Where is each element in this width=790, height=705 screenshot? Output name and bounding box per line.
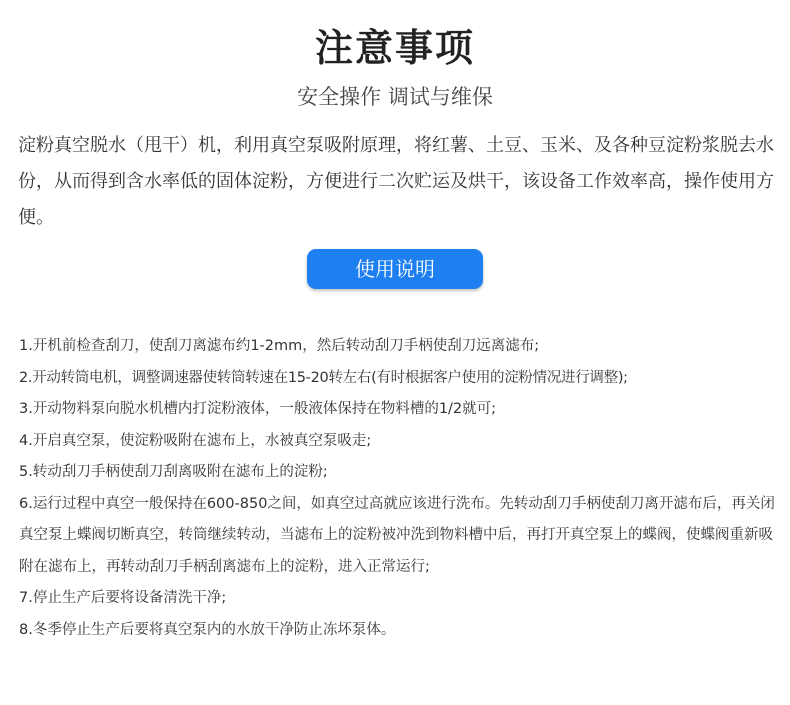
- step-item: 8.冬季停止生产后要将真空泵内的水放干净防止冻坏泵体。: [19, 621, 396, 638]
- step-item: 5.转动刮刀手柄使刮刀刮离吸附在滤布上的淀粉;: [19, 464, 328, 480]
- step-item: 3.开动物料泵向脱水机槽内打淀粉液体，一般液体保持在物料槽的1/2就可;: [19, 401, 497, 417]
- page-subtitle: 安全操作 调试与维保: [297, 85, 493, 109]
- step-item: 2.开动转筒电机，调整调速器使转筒转速在15-20转左右(有时根据客户使用的淀粉情况进行调整);: [19, 369, 628, 386]
- step-item: 6.运行过程中真空一般保持在600-850之间，如真空过高就应该进行洗布。先转动刮刀手柄使刮刀离开滤布后，再关闭真空泵上蝶阀切断真空，转筒继续转动，当滤布上的淀粉被冲洗到物料槽中后，再打开真空泵上的蝶阀，使蝶阀重新吸附在滤布上，再转动刮刀手柄刮离滤布上的淀粉，进入正常运行;: [19, 495, 775, 575]
- step-item: 1.开机前检查刮刀，使刮刀离滤布约1-2mm，然后转动刮刀手柄使刮刀远离滤布;: [19, 338, 540, 354]
- page-title: 注意事项: [314, 26, 475, 70]
- steps-list: [19, 331, 787, 646]
- step-item: 4.开启真空泵，使淀粉吸附在滤布上，水被真空泵吸走;: [19, 432, 372, 449]
- step-item: 7.停止生产后要将设备清洗干净;: [19, 590, 227, 606]
- instructions-button[interactable]: 使用说明: [307, 249, 483, 289]
- intro-paragraph: 淀粉真空脱水（甩干）机，利用真空泵吸附原理，将红薯、土豆、玉米、及各种豆淀粉浆脱去水份，从而得到含水率低的固体淀粉，方便进行二次贮运及烘干，该设备工作效率高，操作使用方便。: [18, 135, 774, 228]
